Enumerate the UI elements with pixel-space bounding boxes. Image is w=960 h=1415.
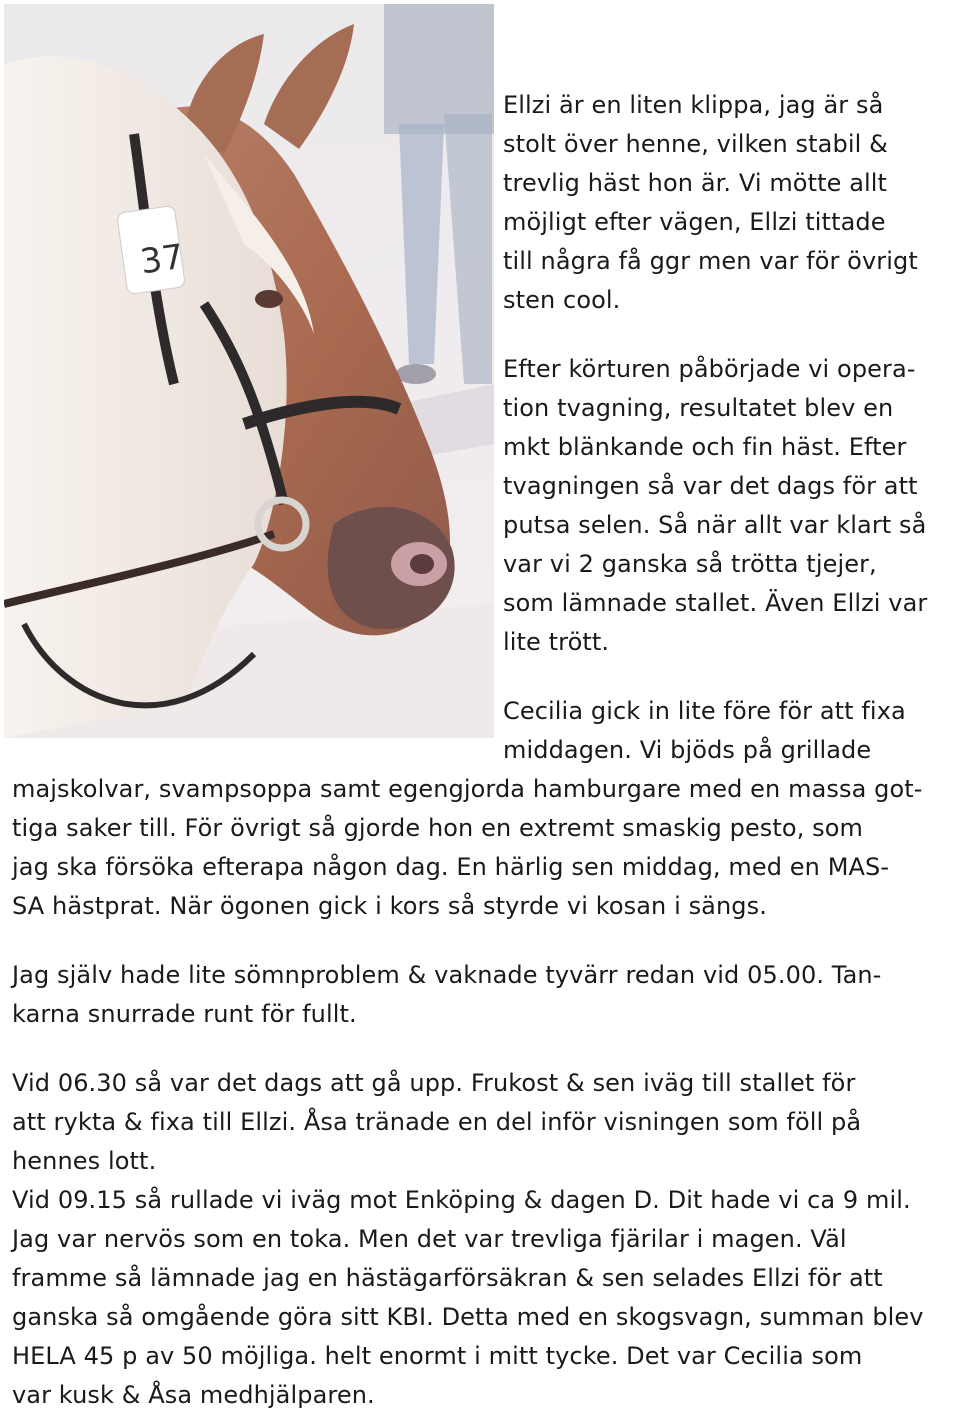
text-line: Ellzi är en liten klippa, jag är så <box>503 91 884 119</box>
text-line: Vid 06.30 så var det dags att gå upp. Frukost & sen iväg till stallet för <box>12 1069 856 1097</box>
text-line: tion tvagning, resultatet blev en <box>503 394 894 422</box>
text-line: jag ska försöka efterapa någon dag. En härlig sen middag, med en MAS- <box>12 853 890 881</box>
text-line: trevlig häst hon är. Vi mötte allt <box>503 169 888 197</box>
text-line: karna snurrade runt för fullt. <box>12 1000 357 1028</box>
text-line: hennes lott. <box>12 1147 157 1175</box>
text-line: Jag själv hade lite sömnproblem & vaknade tyvärr redan vid 05.00. Tan- <box>12 961 882 989</box>
text-line: putsa selen. Så när allt var klart så <box>503 511 927 539</box>
text-line: framme så lämnade jag en hästägarförsäkran & sen selades Ellzi för att <box>12 1264 883 1292</box>
text-line: middagen. Vi bjöds på grillade <box>503 736 872 764</box>
text-line: mkt blänkande och fin häst. Efter <box>503 433 907 461</box>
text-line: var kusk & Åsa medhjälparen. <box>12 1381 375 1409</box>
text-line: som lämnade stallet. Även Ellzi var <box>503 589 928 617</box>
text-line: Efter körturen påbörjade vi opera- <box>503 355 916 383</box>
text-line: Vid 09.15 så rullade vi iväg mot Enköping & dagen D. Dit hade vi ca 9 mil. <box>12 1186 911 1214</box>
text-line: lite trött. <box>503 628 610 656</box>
text-line: sten cool. <box>503 286 621 314</box>
text-line: Cecilia gick in lite före för att fixa <box>503 697 906 725</box>
text-line: Jag var nervös som en toka. Men det var trevliga fjärilar i magen. Väl <box>12 1225 847 1253</box>
text-line: stolt över henne, vilken stabil & <box>503 130 888 158</box>
text-line: SA hästprat. När ögonen gick i kors så styrde vi kosan i sängs. <box>12 892 767 920</box>
text-line: ganska så omgående göra sitt KBI. Detta med en skogsvagn, summan blev <box>12 1303 924 1331</box>
text-line: HELA 45 p av 50 möjliga. helt enormt i mitt tycke. Det var Cecilia som <box>12 1342 863 1370</box>
tag-number: 37 <box>137 236 187 283</box>
text-line: var vi 2 ganska så trötta tjejer, <box>503 550 877 578</box>
text-line: till några få ggr men var för övrigt <box>503 247 918 275</box>
horse-photo <box>4 4 494 738</box>
text-line: tiga saker till. För övrigt så gjorde hon en extremt smaskig pesto, som <box>12 814 864 842</box>
text-line: att rykta & fixa till Ellzi. Åsa tränade en del inför visningen som föll på <box>12 1108 862 1136</box>
text-line: tvagningen så var det dags för att <box>503 472 918 500</box>
text-line: majskolvar, svampsoppa samt egengjorda hamburgare med en massa got- <box>12 775 923 803</box>
horse-head-photo <box>4 4 494 738</box>
text-line: möjligt efter vägen, Ellzi tittade <box>503 208 886 236</box>
